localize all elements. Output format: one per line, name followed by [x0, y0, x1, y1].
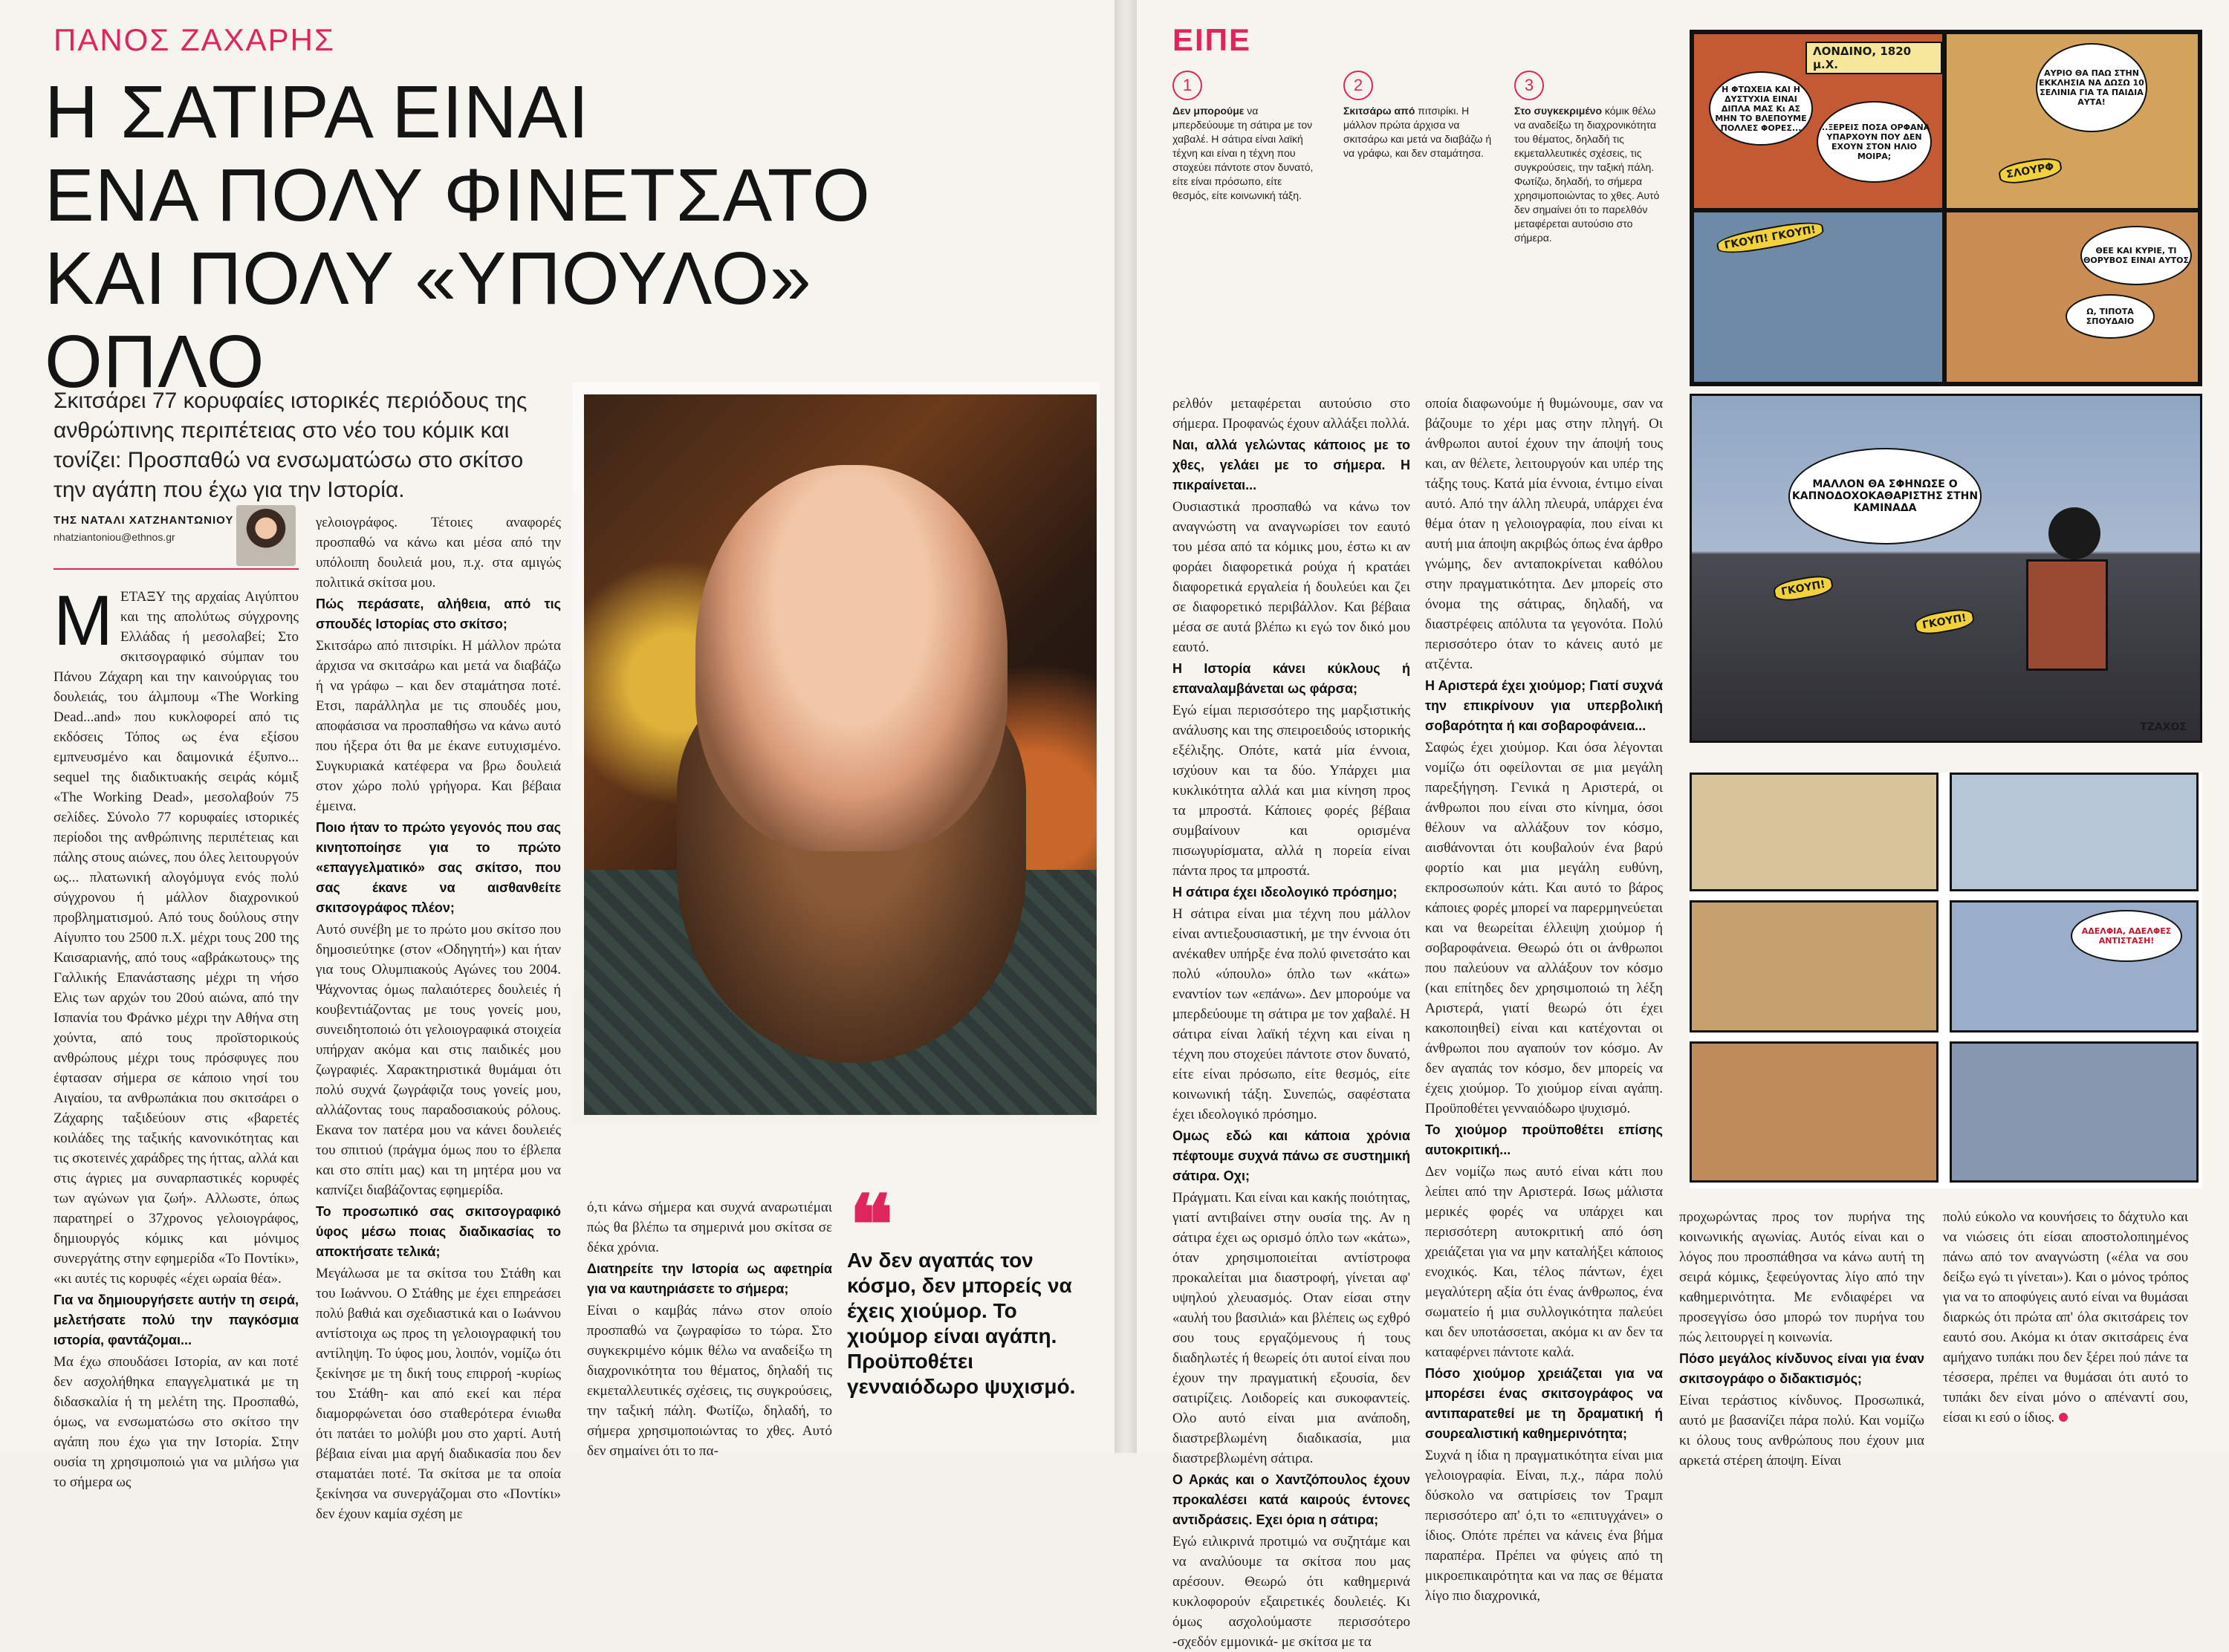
said-kicker: ΕΙΠΕ: [1172, 22, 1252, 57]
portrait-photo-frame: [572, 383, 1100, 1125]
sound-effect: ΓΚΟΥΠ!: [1772, 573, 1834, 603]
said-item-text: κόμικ θέλω να αναδείξω τη διαχρονικότητα του θέματος, δηλαδή τις εκμεταλλευτικές σχέσεις, τις συγκρούσεις, την ταξική πάλη. Φωτίζω, δηλαδή, το σήμερα χρησιμοποιώντας το χθες. Αυτό δεν σημαίνει ότι το παρελθόν μεταφέρεται αυτούσιο στο σήμερα.: [1514, 105, 1660, 244]
said-item-lead: Στο συγκεκριμένο: [1514, 105, 1603, 117]
speech-bubble: ΑΔΕΛΦΙΑ, ΑΔΕΛΦΕΣ ΑΝΤΙΣΤΑΣΗ!: [2071, 910, 2182, 962]
comic-panel: [1950, 900, 2199, 1032]
left-page: [0, 0, 1114, 1522]
question: Διατηρείτε την Ιστορία ως αφετηρία για να καυτηριάσετε το σήμερα;: [587, 1261, 832, 1296]
comic-rooftop: [1690, 394, 2202, 743]
question: Για να δημιουργήσετε αυτήν τη σειρά, μελετήσατε πολύ την παγκόσμια ιστορία, φαντάζομαι...: [53, 1292, 299, 1347]
question: Ναι, αλλά γελώντας κάποιος με το χθες, γελάει με το σήμερα. Η πικραίνεται...: [1172, 438, 1410, 492]
comic-panel: [1950, 773, 2199, 891]
byline-divider: [53, 568, 299, 570]
headline-line-3: ΚΑΙ ΠΟΛΥ «ΥΠΟΥΛΟ» ΟΠΛΟ: [45, 237, 812, 403]
article-column-1: [53, 581, 299, 1490]
comic-panel: [1692, 32, 1944, 210]
said-item-2: [1343, 104, 1492, 160]
sound-effect: ΓΚΟΥΠ!: [1913, 606, 1976, 637]
question: Πόσο μεγάλος κίνδυνος είναι για έναν σκιτσογράφο ο διδακτισμός;: [1679, 1351, 1924, 1386]
speech-bubble: ΑΥΡΙΟ ΘΑ ΠΑΩ ΣΤΗΝ ΕΚΚΛΗΣΙΑ ΝΑ ΔΩΣΩ 10 ΣΕΛΙΝΙΑ ΓΙΑ ΤΑ ΠΑΙΔΙΑ ΑΥΤΑ!: [2036, 43, 2147, 132]
answer: Εγώ ειλικρινά προτιμώ να συζητάμε και να αναλύουμε τα σκίτσα που μας αρέσουν. Θεωρώ ότι καθημερινά κυκλοφορούν εξαιρετικές δουλειές. Κι όμως ασχολούμαστε περισσότερο -σχεδόν εμμονικά- με σκίτσα με τα: [1172, 1534, 1410, 1650]
chimney-sweep: [2048, 507, 2100, 559]
speech-bubble: ΘΕΕ ΚΑΙ ΚΥΡΙΕ, ΤΙ ΘΟΡΥΒΟΣ ΕΙΝΑΙ ΑΥΤΟΣ: [2080, 226, 2192, 285]
pull-quote: Αν δεν αγαπάς τον κόσμο, δεν μπορείς να έχεις χιούμορ. Το χιούμορ είναι αγάπη. Προϋποθέτει γενναιόδωρο ψυχισμό.: [847, 1249, 1076, 1398]
article-column-4: [1172, 394, 1410, 1650]
headline-line-1: Η ΣΑΤΙΡΑ ΕΙΝΑΙ: [45, 71, 590, 154]
answer: Δεν νομίζω πως αυτό είναι κάτι που λείπει από την Αριστερά. Ισως μάλιστα μερικές φορές να υπάρχει και περισσότερη αυτοκριτική από όση χρειάζεται για να μην καταλήξει κάποιος ενοχικός. Και, τέλος πάντων, έχει μεγαλύτερη αξία ότι ένας άνθρωπος, ένα σωματείο ή μια συλλογικότητα παλεύει και δεν υποτάσσεται, ακόμα κι αν δεν τα καταφέρνει πάντοτε καλά.: [1425, 1164, 1663, 1360]
photo-face: [695, 465, 1008, 851]
answer: πολύ εύκολο να κουνήσεις το δάχτυλο και να νιώσεις ότι είσαι αποστολοπιημένος πάνω από τον αναγνώστη («έλα να σου δείξω εγώ τι γίνεται»). Και ο μόνος τρόπος για να το αποφύγεις αυτό είναι να θυμάσαι διαρκώς ότι πρώτα απ' όλα σκιτσάρεις τον εαυτό σου. Ακόμα κι όταν σκιτσάρεις ένα αμήχανο τυπάκι που δεν ξέρει πού πάνε τα τέσσερα, πρέπει να θυμάσαι ότι αυτό το τυπάκι δεν είναι μόνο ο απέναντί σου, είσαι κι εσύ ο ίδιος.: [1943, 1209, 2188, 1425]
answer: Είναι τεράστιος κίνδυνος. Προσωπικά, αυτό με βασανίζει πάρα πολύ. Και νομίζω κι όλους τους ανθρώπους που έχουν μια αρκετά στέρεη άποψη. Είναι: [1679, 1393, 1924, 1469]
comic-panel: [1690, 1041, 1938, 1183]
question: Το χιούμορ προϋποθέτει επίσης αυτοκριτική...: [1425, 1122, 1663, 1157]
answer: ρελθόν μεταφέρεται αυτούσιο στο σήμερα. Προφανώς έχουν αλλάξει πολλά.: [1172, 396, 1410, 432]
sound-effect: ΓΚΟΥΠ! ΓΚΟΥΠ!: [1716, 218, 1825, 258]
question: Η σάτιρα έχει ιδεολογικό πρόσημο;: [1172, 885, 1398, 900]
comic-caption: ΛΟΝΔΙΝΟ, 1820 μ.Χ.: [1805, 42, 1942, 74]
question: Το προσωπικό σας σκιτσογραφικό ύφος μέσω ποιας διαδικασίας το αποκτήσατε τελικά;: [316, 1204, 561, 1259]
said-item-text: να μπερδεύουμε τη σάτιρα με τον χαβαλέ. Η σάτιρα είναι λαϊκή τέχνη και είναι η τέχνη που στοχεύει πάντοτε στον δυνατό, είτε είναι πρόσωπο, είτε θεσμός, είτε κοινωνική τάξη.: [1172, 105, 1314, 201]
question: Η Αριστερά έχει χιούμορ; Γιατί συχνά την επικρίνουν για υπερβολική σοβαρότητα ή και σοβαροφάνεια...: [1425, 678, 1663, 733]
speech-bubble: Ω, ΤΙΠΟΤΑ ΣΠΟΥΔΑΙΟ: [2066, 294, 2155, 339]
comic-panel: [1690, 773, 1938, 891]
drop-cap: Μ: [53, 581, 113, 660]
headline-line-2: ΕΝΑ ΠΟΛΥ ΦΙΝΕΤΣΑΤΟ: [45, 154, 871, 237]
said-item-3: [1514, 104, 1663, 245]
answer: Η σάτιρα είναι μια τέχνη που μάλλον είναι αντιεξουσιαστική, με την έννοια ότι ανέκαθεν υπήρξε ένα πολύ φινετσάτο και πολύ «ύπουλο» όπλο των «κάτω» εναντίον των «επάνω». Δεν μπορούμε να μπερδεύουμε τη σάτιρα με τον χαβαλέ. Η σάτιρα είναι λαϊκή τέχνη και είναι η τέχνη που στοχεύει πάντοτε στον δυνατό, είτε είναι πρόσωπο, είτε θεσμός, είτε κοινωνική τάξη. Συνεπώς, σαφέστατα έχει ιδεολογικό πρόσημο.: [1172, 906, 1410, 1122]
answer: Πράγματι. Και είναι και κακής ποιότητας, γιατί αντιβαίνει στην ουσία της. Αν η σάτιρα έχει ως ορισμό όπλο των «κάτω», όταν χρησιμοποιείται αντίστροφα προκαλείται μια διαστροφή, γίνεται αφ' υψηλού χλευασμός. Οταν είσαι στην «αυλή του βασιλιά» και βλέπεις ως εχθρό σου τους εργαζόμενους ή τους διαδηλωτές ή θεωρείς ότι αυτοί είναι που έχουν την πραγματική εξουσία, δεν σατιρίζεις. Λοιδορείς και συκοφαντείς. Ολο αυτό είναι μια ανάποδη, διαστρεβλωμένη διαδικασία, μια διαστρεβλωμένη σάτιρα.: [1172, 1190, 1410, 1466]
speech-bubble: Η ΦΤΩΧΕΙΑ ΚΑΙ Η ΔΥΣΤΥΧΙΑ ΕΙΝΑΙ ΔΙΠΛΑ ΜΑΣ Κι ΑΣ ΜΗΝ ΤΟ ΒΛΕΠΟΥΜΕ ΠΟΛΛΕΣ ΦΟΡΕΣ...: [1709, 71, 1813, 146]
question: Πώς περάσατε, αλήθεια, από τις σπουδές Ιστορίας στο σκίτσο;: [316, 596, 561, 631]
answer: Μεγάλωσα με τα σκίτσα του Στάθη και του Ιωάννου. Ο Στάθης με έχει επηρεάσει πολύ βαθιά και σχεδιαστικά και ο Ιωάννου αντίστοιχα ως προς τη γελοιογραφική του αντίληψη. Το ύφος μου, λοιπόν, νομίζω ότι ξεκίνησε με τη δική τους επιρροή -κυρίως του Στάθη- και από εκεί και πέρα διαμορφώνεται όσο σταθερότερα ένιωθα ότι πατάει το μολύβι μου στο χαρτί. Αυτή βέβαια είναι μια αργή διαδικασία που δεν σταματάει ποτέ. Τα σκίτσα με τα οποία ξεκίνησα να συνεργάζομαι στο «Ποντίκι» δεν έχουν καμία σχέση με: [316, 1266, 561, 1522]
standfirst: Σκιτσάρει 77 κορυφαίες ιστορικές περιόδους της ανθρώπινης περιπέτειας στο νέο του κόμικ και τονίζει: Προσπαθώ να ενσωματώσω στο σκίτσο την αγάπη που έχω για την Ιστορία.: [53, 388, 528, 502]
said-number-3: 3: [1514, 71, 1544, 100]
said-item-lead: Δεν μπορούμε: [1172, 105, 1245, 117]
byline: [53, 514, 247, 543]
author-email: nhatziantoniou@ethnos.gr: [53, 531, 175, 543]
answer: Είναι ο καμβάς πάνω στον οποίο προσπαθώ να ζωγραφίσω το τώρα. Στο συγκεκριμένο κόμικ θέλω να αναδείξω τη διαχρονικότητα του θέματος, δηλαδή τις εκμεταλλευτικές σχέσεις, τις συγκρούσεις, την ταξική πάλη. Φωτίζω, δηλαδή, το σήμερα χρησιμοποιώντας το χθες. Αυτό δεν σημαίνει ότι το πα-: [587, 1303, 832, 1459]
article-column-6: [1679, 1207, 1924, 1469]
answer: Σαφώς έχει χιούμορ. Και όσα λέγονται νομίζω ότι οφείλονται σε μια μεγάλη παρεξήγηση. Γενικά η Αριστερά, οι άνθρωποι που είναι στο κίνημα, όσοι θέλουν να αλλάξουν τον κόσμο, αισθάνονται ότι κουβαλούν ένα βαρύ φορτίο και μια μεγάλη ευθύνη, εκπροσωπούν κάτι. Και αυτό το βάρος κάποιες φορές μπορεί να παρερμηνεύεται και να θεωρείται έλλειψη χιούμορ ή σοβαροφάνεια. Θεωρώ ότι οι άνθρωποι που παλεύουν να αλλάξουν τον κόσμο (και επίτηδες δεν χρησιμοποιώ τη λέξη Αριστερά, γιατί θεωρώ ότι έχει κακοποιηθεί) είναι και κατέχονται οι άνθρωποι που αγαπούν τον κόσμο. Αν δεν αγαπάς τον κόσμο, δεν μπορείς να έχεις χιούμορ. Το χιούμορ είναι αγάπη. Προϋποθέτει γενναιόδωρο ψυχισμό.: [1425, 740, 1663, 1116]
question: Ομως εδώ και κάποια χρόνια πέφτουμε συχνά πάνω σε συστημική σάτιρα. Οχι;: [1172, 1128, 1410, 1183]
end-mark-icon: [2059, 1413, 2068, 1422]
question: Ο Αρκάς και ο Χαντζόπουλος έχουν προκαλέσει κατά καιρούς έντονες αντιδράσεις. Εχει όρια η σάτιρα;: [1172, 1472, 1410, 1527]
author-name: ΤΗΣ ΝΑΤΑΛΙ ΧΑΤΖΗΑΝΤΩΝΙΟΥ: [53, 514, 234, 527]
said-number-1: 1: [1172, 71, 1202, 100]
comic-panel: [1690, 900, 1938, 1032]
author-avatar: [236, 505, 296, 566]
comic-panel: [1944, 32, 2200, 210]
answer: οποία διαφωνούμε ή θυμώνουμε, σαν να βάζουμε το χέρι μας στην πληγή. Οι άνθρωποι αυτοί έχουν την άποψή τους και, αν θέλετε, λειτουργούν και υπέρ της τάξης τους. Κατά μία έννοια, έντιμο είναι αυτό. Από την άλλη πλευρά, υπάρχει ένα θέμα όταν η γελοιογραφία, που είναι κι αυτή μια άποψη ακριβώς όπως ένα άρθρο γνώμης, δεν ανταποκρίνεται καθόλου στην πραγματικότητα. Δεν μπορείς στο όνομα της σάτιρας, δηλαδή, να διαστρέφεις απόλυτα τα γεγονότα. Πολύ περισσότερο όταν το κάνεις αυτό με ατζέντα.: [1425, 396, 1663, 672]
sound-effect: ΣΛΟΥΡΦ: [1997, 155, 2063, 186]
comic-strip-london: [1690, 30, 2202, 386]
said-item-lead: Σκιτσάρω από: [1343, 105, 1415, 117]
answer: Μα έχω σπουδάσει Ιστορία, αν και ποτέ δεν ασχολήθηκα επαγγελματικά με τη διδασκαλία ή τη μελέτη της. Προσπαθώ, όμως, να ενσωματώσω στο σκίτσο την αγάπη που έχω για την Ιστορία. Στην ουσία τη χρησιμοποιώ για να μιλήσω για το σήμερα ως: [53, 1354, 299, 1490]
right-page: [1137, 0, 2229, 1650]
comic-revolution: [1690, 773, 2202, 1188]
answer: Σκιτσάρω από πιτσιρίκι. Η μάλλον πρώτα άρχισα να σκιτσάρω και μετά να διαβάζω ή να γράφω – και δεν σταμάτησα ποτέ. Ετσι, παράλληλα με τις σπουδές μου, αποφάσισα να προσπαθήσω να κάνω αυτό που ήξερα ότι θα με έκανε ευτυχισμένο. Συγκυριακά κατέφερα να βρω δουλειά στον χώρο πολύ γρήγορα. Και βέβαια έμεινα.: [316, 638, 561, 814]
speech-bubble: ΜΑΛΛΟΝ ΘΑ ΣΦΗΝΩΣΕ Ο ΚΑΠΝΟΔΟΧΟΚΑΘΑΡΙΣΤΗΣ ΣΤΗΝ ΚΑΜΙΝΑΔΑ: [1788, 448, 1982, 544]
article-column-5: [1425, 394, 1663, 1604]
answer: Συχνά η ίδια η πραγματικότητα είναι μια γελοιογραφία. Είναι, π.χ., πάρα πολύ δύσκολο να σατιρίσεις τον Τραμπ περισσότερο απ' ό,τι το «επιτυγχάνει» ο ίδιος. Οπότε πρέπει να κάνεις ένα βήμα παραπέρα. Πρέπει να φύγεις από τη μικροεπικαιρότητα και να πας σε θέματα λίγο πιο διαχρονικά,: [1425, 1448, 1663, 1604]
page-gutter: [1114, 0, 1137, 1453]
said-item-1: [1172, 104, 1321, 203]
answer: προχωρώντας προς τον πυρήνα της κοινωνικής αγωνίας. Αυτός είναι και ο λόγος που προσπάθησα να κάνω αυτή τη σειρά κόμικς, ξεφεύγοντας λίγο από την καθημερινότητα. Με ενδιαφέρει να προσεγγίσω όσο μπορώ τον πυρήνα του πώς λειτουργεί η κοινωνία.: [1679, 1209, 1924, 1345]
interviewee-kicker: ΠΑΝΟΣ ΖΑΧΑΡΗΣ: [53, 22, 335, 57]
headline: [45, 71, 899, 403]
answer: Αυτό συνέβη με το πρώτο μου σκίτσο που δημοσιεύτηκε (στον «Οδηγητή») και ήταν για τους Ολυμπιακούς Αγώνες του 2004. Ψάχνοντας όμως παλαιότερες δουλειές ή κουβεντιάζοντας με τους γονείς μου, συνειδητοποιώ ότι γελοιογραφικά στοιχεία υπήρχαν ακόμα και στις παιδικές μου ζωγραφιές. Χαρακτηριστικά θυμάμαι ότι πολύ συχνά ζωγράφιζα τους γονείς μου, αλλάζοντας τους παραδοσιακούς ρόλους. Εκανα τον πατέρα μου να κάνει δουλειές του σπιτιού (πράγμα όμως που το έβλεπα και στο σπίτι μας) και τη μητέρα μου να καπνίζει διαβάζοντας εφημερίδα.: [316, 922, 561, 1198]
answer: Ουσιαστικά προσπαθώ να κάνω τον αναγνώστη να αναγνωρίσει τον εαυτό του μέσα από τα κόμικς μου, έστω κι αν φοράει διαφορετικά ρούχα ή κρατάει διαφορετικά εργαλεία ή δουλεύει και ζει σε διαφορετικό περιβάλλον. Και βέβαια μέσα σε αυτά βλέπω κι εγώ τον δικό μου εαυτό.: [1172, 499, 1410, 655]
article-column-7: [1943, 1207, 2188, 1445]
answer: ό,τι κάνω σήμερα και συχνά αναρωτιέμαι πώς θα βλέπω τα σημερινά μου σκίτσα σε δέκα χρόνια.: [587, 1200, 832, 1255]
answer: γελοιογράφος. Τέτοιες αναφορές προσπαθώ να κάνω και μέσα από την υπόλοιπη δουλειά μου, π.χ. στα αμιγώς πολιτικά σκίτσα μου.: [316, 515, 561, 591]
article-column-2: [316, 513, 561, 1522]
comic-panel: [1692, 210, 1944, 384]
said-number-2: 2: [1343, 71, 1373, 100]
comic-panel: [1944, 210, 2200, 384]
portrait-photo: [584, 394, 1097, 1113]
artist-signature: ΤΖΑΧΟΣ: [2140, 721, 2187, 733]
comic-panel: [1950, 1041, 2199, 1183]
said-item-text: πιτσιρίκι. Η μάλλον πρώτα άρχισα να σκιτσάρω και μετά να διαβάζω ή να γράφω, και δεν σταμάτησα.: [1343, 105, 1492, 159]
chimney: [2026, 559, 2108, 671]
question: Πόσο χιούμορ χρειάζεται για να μπορέσει ένας σκιτσογράφος να αντιπαρατεθεί με τη δραματική ή σουρεαλιστική καθημερινότητα;: [1425, 1366, 1663, 1441]
question: Ποιο ήταν το πρώτο γεγονός που σας κινητοποίησε για το πρώτο «επαγγελματικό» σας σκίτσο, που σας έκανε να αισθανθείτε σκιτσογράφος πλέον;: [316, 820, 561, 915]
answer: Εγώ είμαι περισσότερο της μαρξιστικής ανάλυσης και της σπειροειδούς ιστορικής εξέλιξης. Οπότε, κατά μία έννοια, ισχύουν και τα δύο. Υπάρχει μια κυκλικότητα αλλά και μια κίνηση προς τα μπροστά. Κάποιες φορές βέβαια συμβαίνουν και ορισμένα πισωγυρίσματα, αλλά η πορεία είναι πάντα προς τα μπροστά.: [1172, 703, 1410, 879]
article-column-3: [587, 1197, 832, 1459]
question: Η Ιστορία κάνει κύκλους ή επαναλαμβάνεται ως φάρσα;: [1172, 661, 1410, 696]
intro-paragraph: ΕΤΑΞΥ της αρχαίας Αιγύπτου και της απολύτως σύγχρονης Ελλάδας ή μεσολαβεί; Στο σκιτσογραφικό σύμπαν του Πάνου Ζάχαρη και την καινούργιας του δουλειάς, του άλμπουμ «The Working Dead...and» που κυκλοφορεί από τις εκδόσεις Τόπος ως ένα εξίσου εμπνευσμένο και δαιμονικά έξυπνο... sequel της διαδικτυακής σειράς κόμιξ «The Working Dead», μεσολαβούν 75 σελίδες. Σύνολο 77 κορυφαίες ιστορικές περίοδοι της ανθρώπινης περιπέτειας και πάλης στους αιώνες, που όλες λειτουργούν ως... πλατωνική αλογόμυγα ενός πολύ σύγχρονου ή μάλλον διαχρονικού προβληματισμού. Από τους δούλους στην Αίγυπτο του 2500 π.Χ. μέχρι τους 200 της Καισαριανής, από τους «αβράκωτους» της Γαλλικής Επανάστασης μέχρι τη νήσο Ελις των αρχών του 20ού αιώνα, από την Ισπανία του Φράνκο μέχρι την Αθήνα στη χούντα, από τους προϊστορικούς ανθρώπους μέχρι τους πρόσφυγες που έφτασαν σήμερα σε κάποιο νησί του Αιγαίου, τα ανθρωπάκια που σκιτσάρει ο Ζάχαρης ταξιδεύουν στις «βαρετές κοιλάδες της ταξικής κανονικότητας και τις σκοτεινές χαράδρες της ήττας, αλλά και στις άγριες μα συναρπαστικές κορυφές των αγώνων για ζωή». Αλλωστε, όπως παρατηρεί ο 37χρονος γελοιογράφος, δημιουργός κόμικς και μόνιμος συνεργάτης στην εφημερίδα «Το Ποντίκι», «κι αυτές τις κορυφές «έχει ωραία θέα».: [53, 589, 299, 1287]
speech-bubble: ...ΞΕΡΕΙΣ ΠΟΣΑ ΟΡΦΑΝΑ ΥΠΑΡΧΟΥΝ ΠΟΥ ΔΕΝ ΕΧΟΥΝ ΣΤΟΝ ΗΛΙΟ ΜΟΙΡΑ;: [1817, 101, 1932, 183]
quote-mark-icon: ❝: [849, 1180, 894, 1271]
